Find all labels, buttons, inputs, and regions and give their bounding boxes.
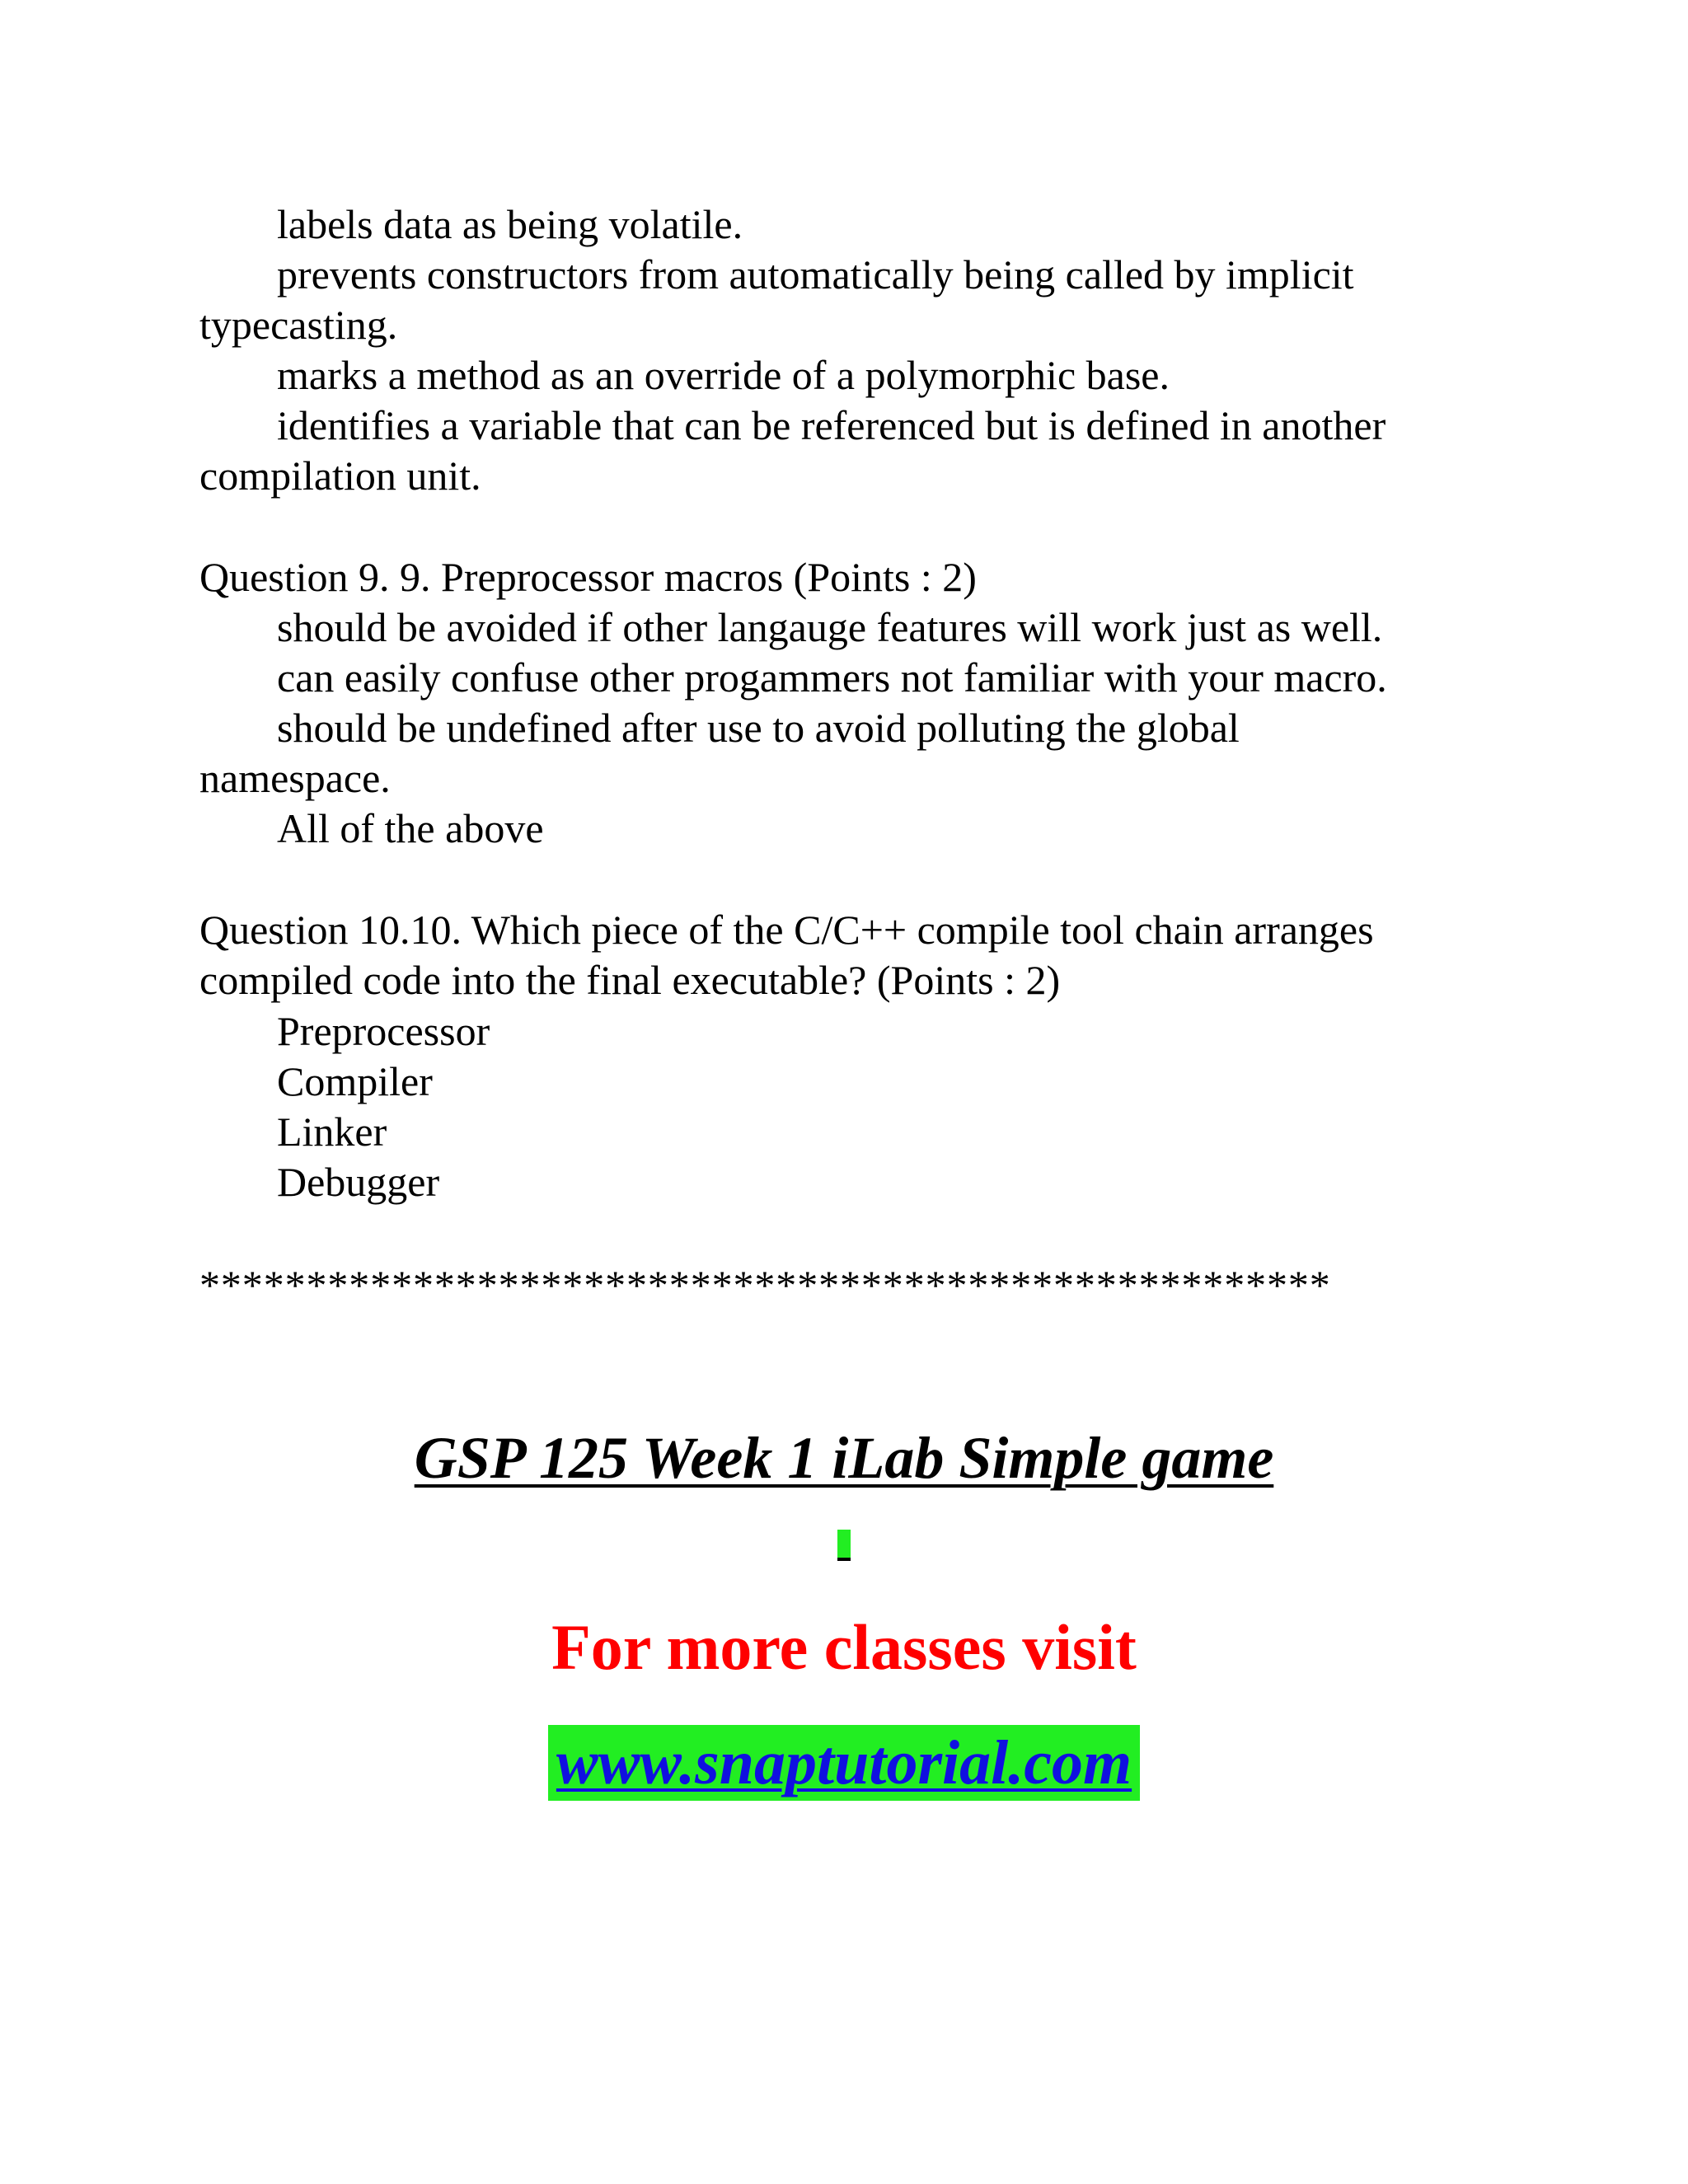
more-classes-text: For more classes visit (551, 1611, 1137, 1683)
course-heading: GSP 125 Week 1 iLab Simple game (414, 1425, 1274, 1491)
url-container (0, 1725, 1688, 1801)
q10-option-preprocessor: Preprocessor (277, 1008, 490, 1054)
q8-option-explicit-line1: prevents constructors from automatically being called by implicit (277, 251, 1354, 298)
q10-option-linker: Linker (277, 1108, 387, 1155)
q8-option-explicit-line2: typecasting. (199, 302, 398, 348)
q9-option-undefine-line2: namespace. (199, 755, 391, 801)
q8-option-extern-line2: compilation unit. (199, 452, 481, 499)
q9-option-undefine-line1: should be undefined after use to avoid polluting the global (277, 705, 1240, 751)
snaptutorial-link[interactable]: www.snaptutorial.com (548, 1725, 1140, 1801)
q9-option-avoid: should be avoided if other langauge features will work just as well. (277, 604, 1383, 650)
q8-option-volatile: labels data as being volatile. (277, 201, 743, 247)
q9-option-confuse: can easily confuse other progammers not familiar with your macro. (277, 654, 1387, 701)
q10-option-debugger: Debugger (277, 1159, 440, 1205)
asterisk-separator: ***************************************************** (199, 1262, 1331, 1308)
q8-option-extern-line1: identifies a variable that can be referenced but is defined in another (277, 402, 1386, 448)
q9-option-all: All of the above (277, 805, 544, 851)
q10-prompt-line2: compiled code into the final executable? (Points : 2) (199, 957, 1061, 1003)
q9-prompt: Question 9. 9. Preprocessor macros (Points : 2) (199, 554, 977, 600)
highlight-marker (837, 1530, 851, 1561)
q10-prompt-line1: Question 10.10. Which piece of the C/C++ compile tool chain arranges (199, 907, 1374, 953)
q10-option-compiler: Compiler (277, 1058, 433, 1104)
q8-option-override: marks a method as an override of a polymorphic base. (277, 352, 1170, 398)
